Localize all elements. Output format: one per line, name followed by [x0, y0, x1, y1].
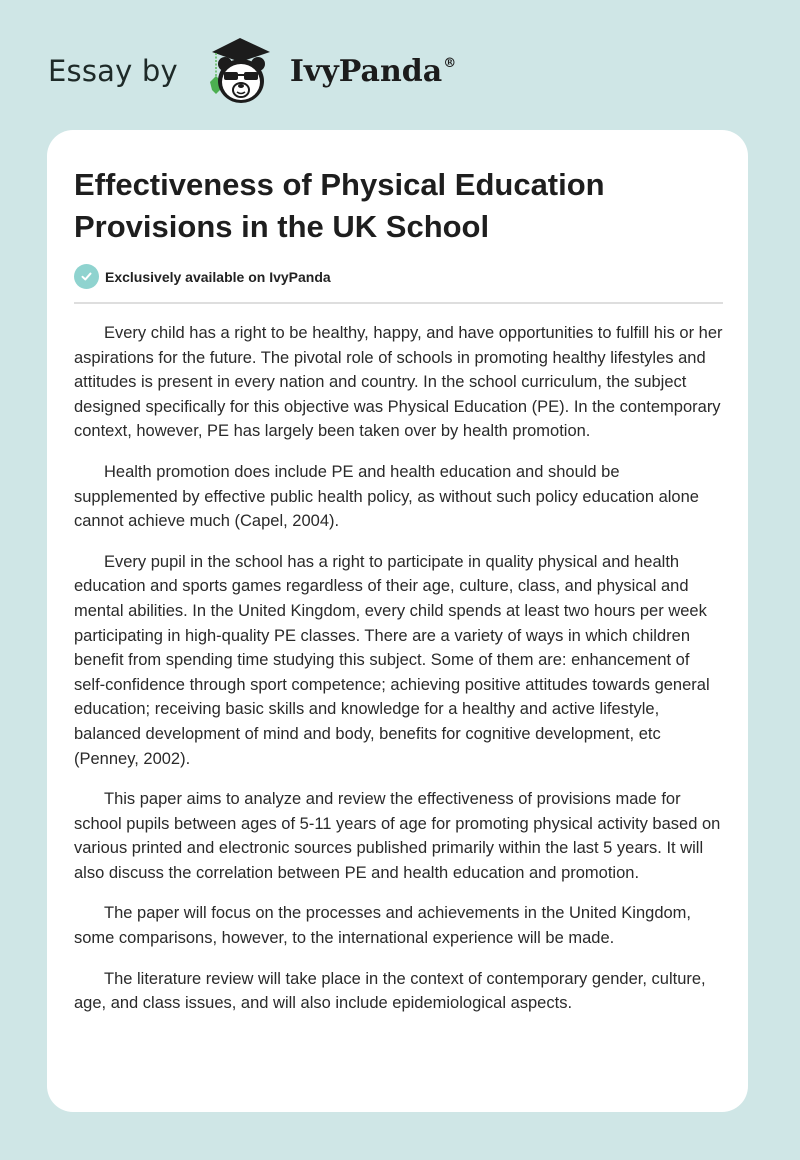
paragraph: The literature review will take place in the context of contemporary gender, culture, age, and class issues, and will also include epidemiological aspects. — [74, 969, 706, 1013]
essay-body — [74, 321, 724, 1032]
paragraph: The paper will focus on the processes and achievements in the United Kingdom, some comparisons, however, to the international experience will be made. — [74, 904, 691, 948]
paragraph: Health promotion does include PE and health education and should be supplemented by effective public health policy, as without such policy education alone cannot achieve much (Capel, 2004). — [74, 462, 699, 531]
brand-text: IvyPanda — [289, 53, 443, 89]
exclusive-badge — [74, 264, 331, 289]
divider — [74, 302, 723, 304]
exclusive-label: Exclusively available on IvyPanda — [105, 268, 331, 285]
paragraph: Every child has a right to be healthy, happy, and have opportunities to fulfill his or her aspirations for the future. The pivotal role of schools in promoting healthy lifestyles and attitudes is present in every nation and country. In the school curriculum, the subject designed specifically for this objective was Physical Education (PE). In the contemporary context, however, PE has largely been taken over by health promotion. — [74, 324, 723, 441]
registered-mark: ® — [443, 55, 457, 71]
essay-by-label: Essay by — [48, 54, 178, 88]
paragraph: This paper aims to analyze and review the effectiveness of provisions made for school pupils between ages of 5-11 years of age for promoting physical activity based on various printed and electronic sources published primarily within the last 5 years. It will also discuss the correlation between PE and health education and promotion. — [74, 790, 721, 882]
check-circle-icon — [74, 264, 99, 289]
site-header — [48, 36, 456, 106]
essay-title: Effectiveness of Physical Education Provisions in the UK School — [74, 167, 605, 244]
brand-name[interactable] — [290, 54, 456, 89]
paragraph: Every pupil in the school has a right to participate in quality physical and health education and sports games regardless of their age, culture, class, and physical and mental abilities. In the United Kingdom, every child spends at least two hours per week participating in high-quality PE classes. There are a variety of ways in which children benefit from spending time studying this subject. Some of them are: enhancement of self-confidence through sport competence; achieving positive attitudes towards general education; receiving basic skills and knowledge for a healthy and active lifestyle, balanced development of mind and body, benefits for cognitive development, etc (Penney, 2002). — [74, 552, 710, 768]
essay-card — [47, 130, 748, 1112]
panda-graduate-icon[interactable] — [196, 36, 282, 106]
